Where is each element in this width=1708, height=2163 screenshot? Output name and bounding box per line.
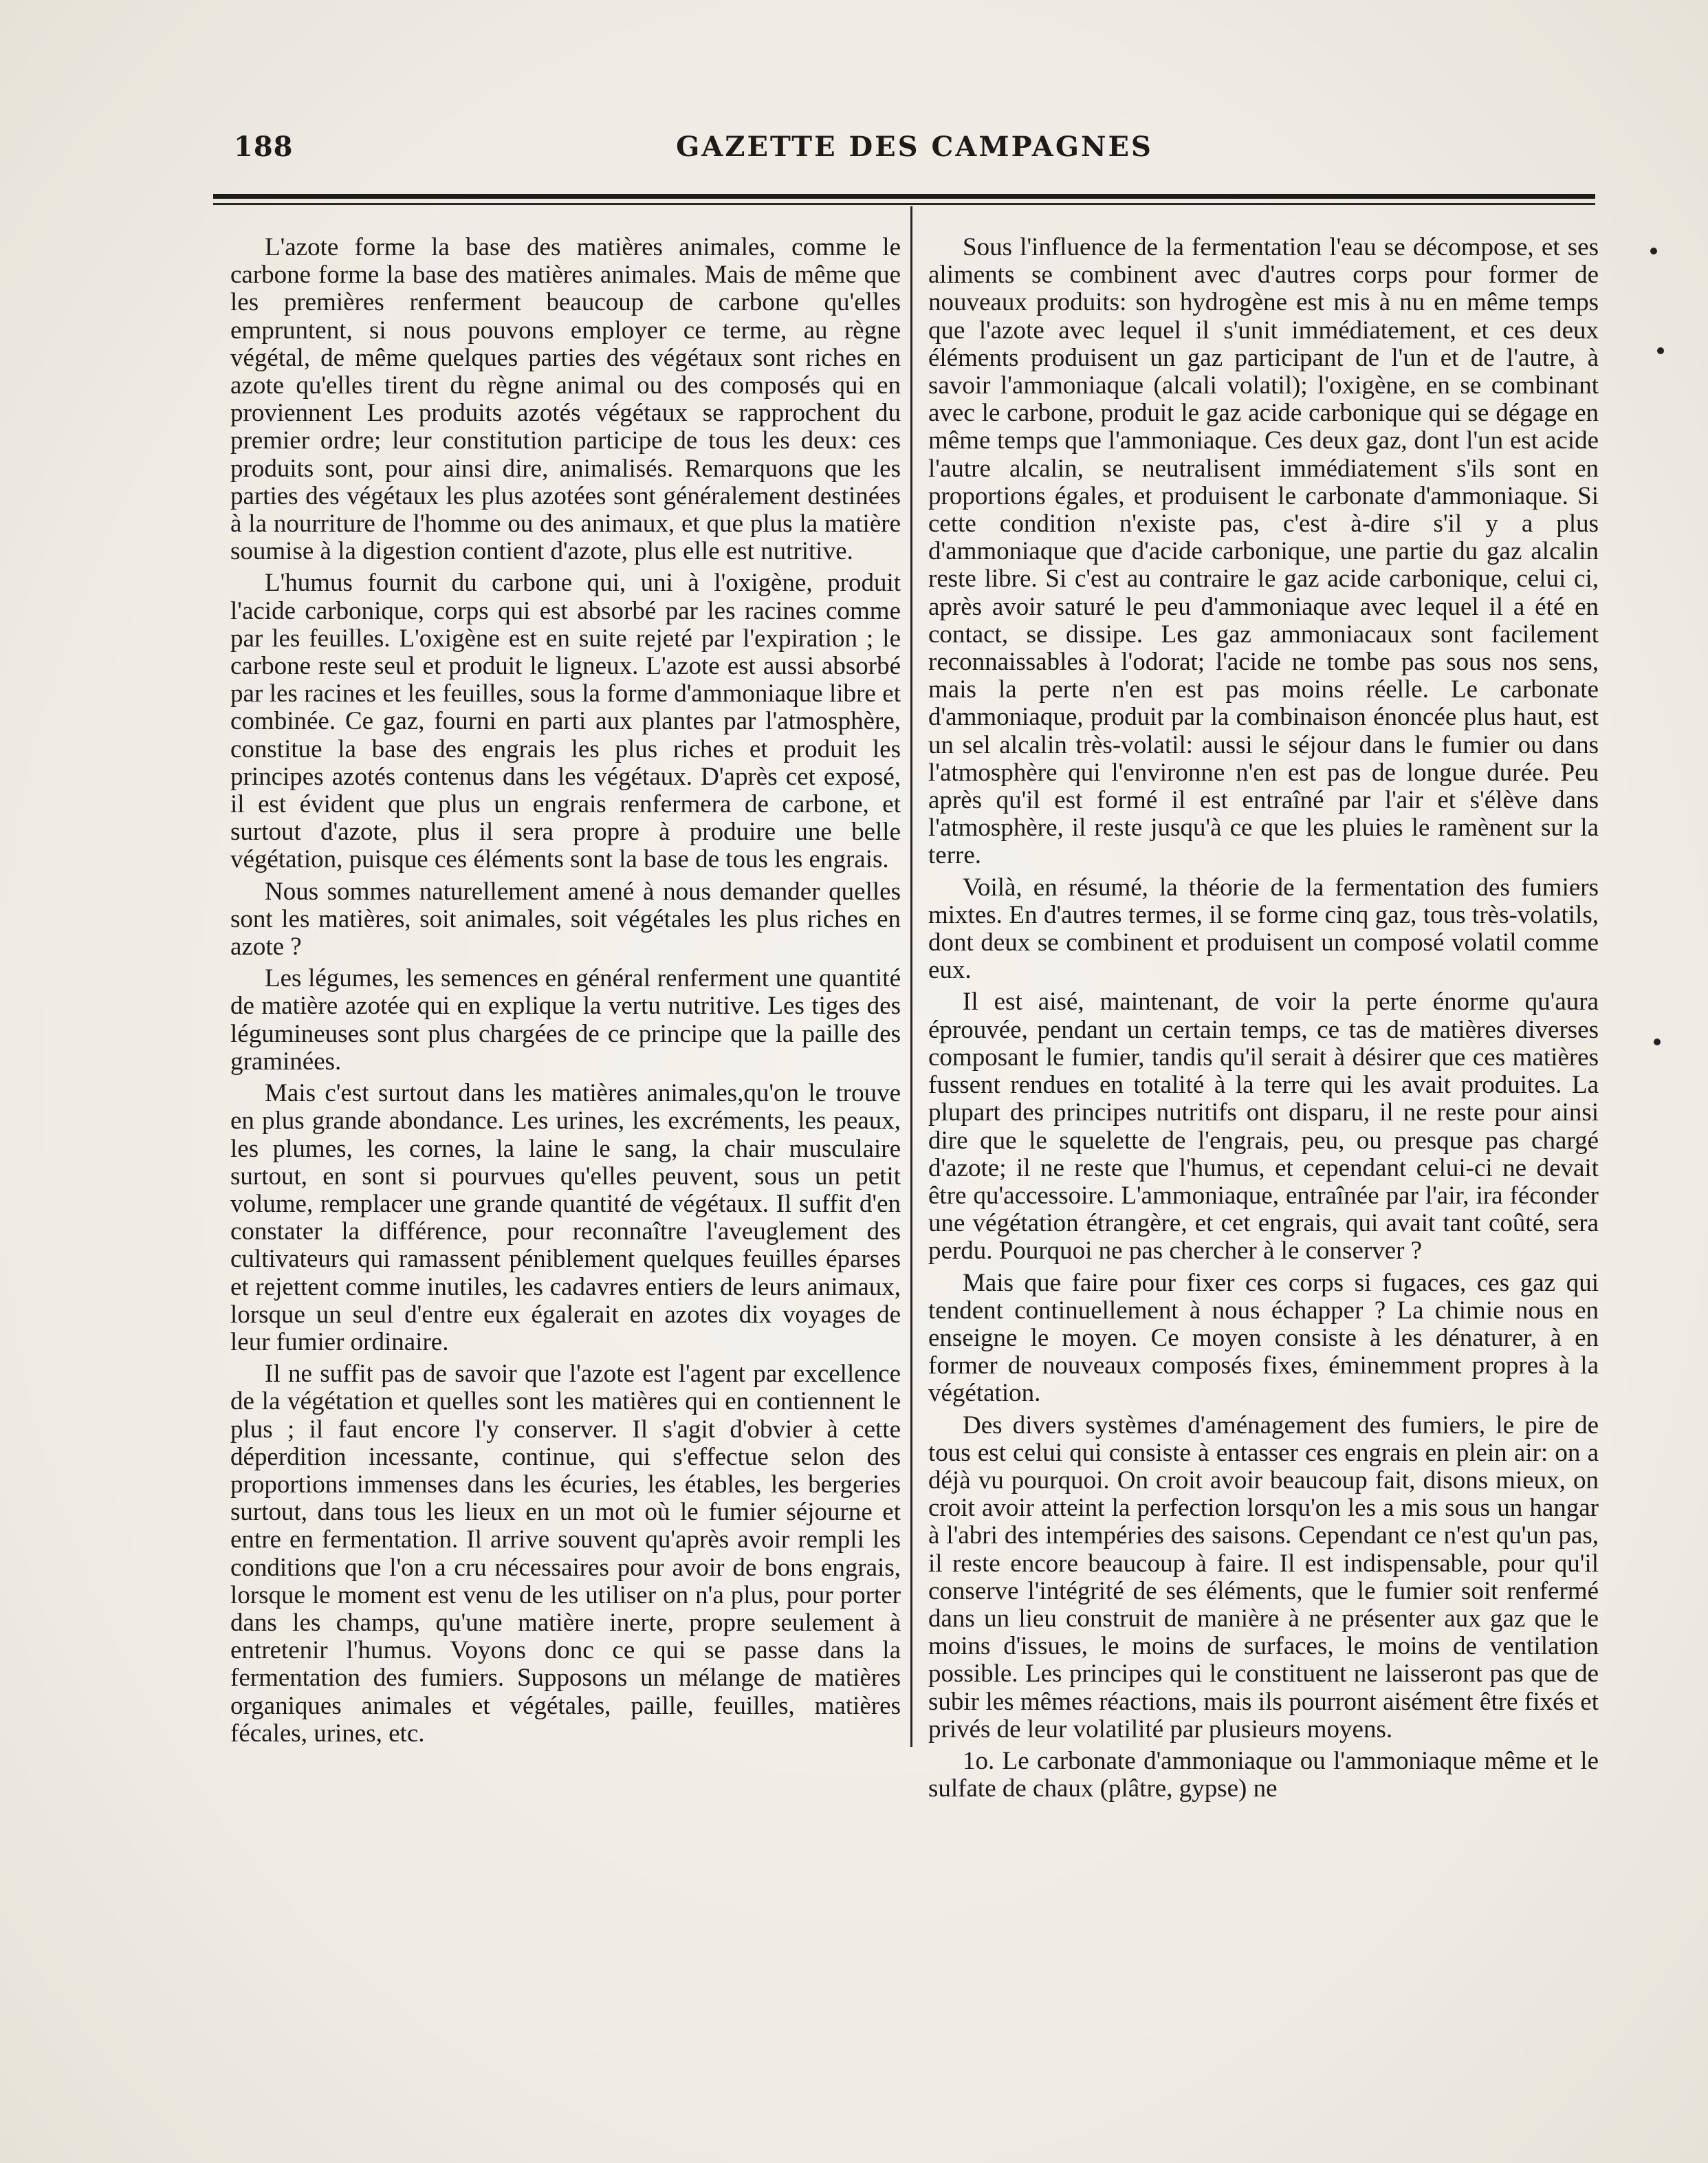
left-column xyxy=(230,234,901,1748)
paragraph: Voilà, en résumé, la théorie de la fermentation des fumiers mixtes. En d'autres termes, il se forme cinq gaz, tous très-volatils, dont deux se combinent et produisent un composé volatil comme eux. xyxy=(928,873,1599,985)
page-header xyxy=(234,131,1595,172)
margin-ink-spot xyxy=(1654,1039,1661,1045)
column-divider xyxy=(910,206,912,1747)
page-number: 188 xyxy=(234,131,294,163)
paragraph: 1o. Le carbonate d'ammoniaque ou l'ammoniaque même et le sulfate de chaux (plâtre, gypse) ne xyxy=(928,1746,1599,1803)
paragraph: Il ne suffit pas de savoir que l'azote est l'agent par excellence de la végétation et quelles sont les matières qui en contiennent le plus ; il faut encore l'y conserver. Il s'agit d'obvier à cette déperdition incessante, continue, qui s'effectue selon des proportions immenses dans les écuries, les étables, les bergeries surtout, dans tous les lieux en un mot où le fumier séjourne et entre en fermentation. Il arrive souvent qu'après avoir rempli les conditions que l'on a cru nécessaires pour avoir de bons engrais, lorsque le moment est venu de les utiliser on n'a plus, pour porter dans les champs, qu'une matière inerte, propre seulement à entretenir l'humus. Voyons donc ce qui se passe dans la fermentation des fumiers. Supposons un mélange de matières organiques animales et végétales, paille, feuilles, matières fécales, urines, etc. xyxy=(230,1360,901,1748)
paragraph: Il est aisé, maintenant, de voir la perte énorme qu'aura éprouvée, pendant un certain temps, ce tas de matières diverses composant le fumier, tandis qu'il serait à désirer que ces matières fussent rendues en totalité à la terre qui les avait produites. La plupart des principes nutritifs ont disparu, il ne reste pour ainsi dire que le squelette de l'engrais, peu, ou presque pas chargé d'azote; il ne reste que l'humus, et cependant celui-ci ne devait être qu'accessoire. L'ammoniaque, entraînée par l'air, ira féconder une végétation étrangère, et cet engrais, qui avait tant coûté, sera perdu. Pourquoi ne pas chercher à le conserver ? xyxy=(928,988,1599,1265)
header-rule-thin xyxy=(213,203,1595,205)
page-title: GAZETTE DES CAMPAGNES xyxy=(676,131,1153,163)
paragraph: Nous sommes naturellement amené à nous demander quelles sont les matières, soit animales, soit végétales les plus riches en azote ? xyxy=(230,877,901,961)
paragraph: L'humus fournit du carbone qui, uni à l'oxigène, produit l'acide carbonique, corps qui est absorbé par les racines comme par les feuilles. L'oxigène est en suite rejeté par l'expiration ; le carbone reste seul et produit le ligneux. L'azote est aussi absorbé par les racines et les feuilles, sous la forme d'ammoniaque libre et combinée. Ce gaz, fourni en parti aux plantes par l'atmosphère, constitue la base des engrais les plus riches et produit les principes azotés contenus dans les végétaux. D'après cet exposé, il est évident que plus un engrais renfermera de carbone, et surtout d'azote, plus il sera propre à produire une belle végétation, puisque ces éléments sont la base de tous les engrais. xyxy=(230,569,901,874)
paragraph: L'azote forme la base des matières animales, comme le carbone forme la base des matières animales. Mais de même que les premières renferment beaucoup de carbone qu'elles empruntent, si nous pouvons employer ce terme, au règne végétal, de même quelques parties des végétaux sont riches en azote qu'elles tirent du règne animal ou des composés qui en proviennent Les produits azotés végétaux se rapprochent du premier ordre; leur constitution participe de tous les deux: ces produits sont, pour ainsi dire, animalisés. Remarquons que les parties des végétaux les plus azotées sont généralement destinées à la nourriture de l'homme ou des animaux, et que plus la matière soumise à la digestion contient d'azote, plus elle est nutritive. xyxy=(230,233,901,566)
paragraph: Sous l'influence de la fermentation l'eau se décompose, et ses aliments se combinent avec d'autres corps pour former de nouveaux produits: son hydrogène est mis à nu en même temps que l'azote avec lequel il s'unit immédiatement, et ces deux éléments produisent un gaz participant de l'un et de l'autre, à savoir l'ammoniaque (alcali volatil); l'oxigène, en se combinant avec le carbone, produit le gaz acide carbonique qui se dégage en même temps que l'ammoniaque. Ces deux gaz, dont l'un est acide l'autre alcalin, se neutralisent immédiatement s'ils sont en proportions égales, et produisent le carbonate d'ammoniaque. Si cette condition n'existe pas, c'est à-dire s'il y a plus d'ammoniaque que d'acide carbonique, une partie du gaz alcalin reste libre. Si c'est au contraire le gaz acide carbonique, celui ci, après avoir saturé le peu d'ammoniaque avec lequel il a été en contact, se dissipe. Les gaz ammoniacaux sont facilement reconnaissables à l'odorat; l'acide ne tombe pas sous nos sens, mais la perte n'en est pas moins réelle. Le carbonate d'ammoniaque, produit par la combinaison énoncée plus haut, est un sel alcalin très-volatil: aussi le séjour dans le fumier ou dans l'atmosphère qui l'environne n'en est pas de longue durée. Peu après qu'il est formé il est entraîné par l'air et s'élève dans l'atmosphère, il reste jusqu'à ce que les pluies le ramènent sur la terre. xyxy=(928,233,1599,870)
margin-ink-spot xyxy=(1650,248,1657,254)
paragraph: Des divers systèmes d'aménagement des fumiers, le pire de tous est celui qui consiste à entasser ces engrais en plein air: on a déjà vu pourquoi. On croit avoir beaucoup fait, disons mieux, on croit avoir atteint la perfection lorsqu'on les a mis sous un hangar à l'abri des intempéries des saisons. Cependant ce n'est qu'un pas, il reste encore beaucoup à faire. Il est indispensable, pour qu'il conserve l'intégrité de ses éléments, que le fumier soit renfermé dans un lieu construit de manière à ne présenter aux gaz que le moins d'issues, le moins de surfaces, le moins de ventilation possible. Les principes qui le constituent ne laisseront pas que de subir les mêmes réactions, mais ils pourront aisément être fixés et privés de leur volatilité par plusieurs moyens. xyxy=(928,1411,1599,1743)
header-rule-thick xyxy=(213,194,1595,199)
paragraph: Les légumes, les semences en général renferment une quantité de matière azotée qui en explique la vertu nutritive. Les tiges des légumineuses sont plus chargées de ce principe que la paille des graminées. xyxy=(230,964,901,1076)
margin-ink-spot xyxy=(1657,347,1664,354)
paragraph: Mais que faire pour fixer ces corps si fugaces, ces gaz qui tendent continuellement à nous échapper ? La chimie nous en enseigne le moyen. Ce moyen consiste à les dénaturer, à en former de nouveaux composés fixes, éminemment propres à la végétation. xyxy=(928,1268,1599,1408)
right-column xyxy=(928,234,1599,1803)
paragraph: Mais c'est surtout dans les matières animales,qu'on le trouve en plus grande abondance. Les urines, les excréments, les peaux, les plumes, les cornes, la laine le sang, la chair musculaire surtout, en sont si pourvues qu'elles peuvent, sous un petit volume, remplacer une grande quantité de végétaux. Il suffit d'en constater la différence, pour reconnaître l'aveuglement des cultivateurs qui ramassent péniblement quelques feuilles éparses et rejettent comme inutiles, les cadavres entiers de leurs animaux, lorsque un seul d'entre eux égalerait en azotes dix voyages de leur fumier ordinaire. xyxy=(230,1079,901,1356)
